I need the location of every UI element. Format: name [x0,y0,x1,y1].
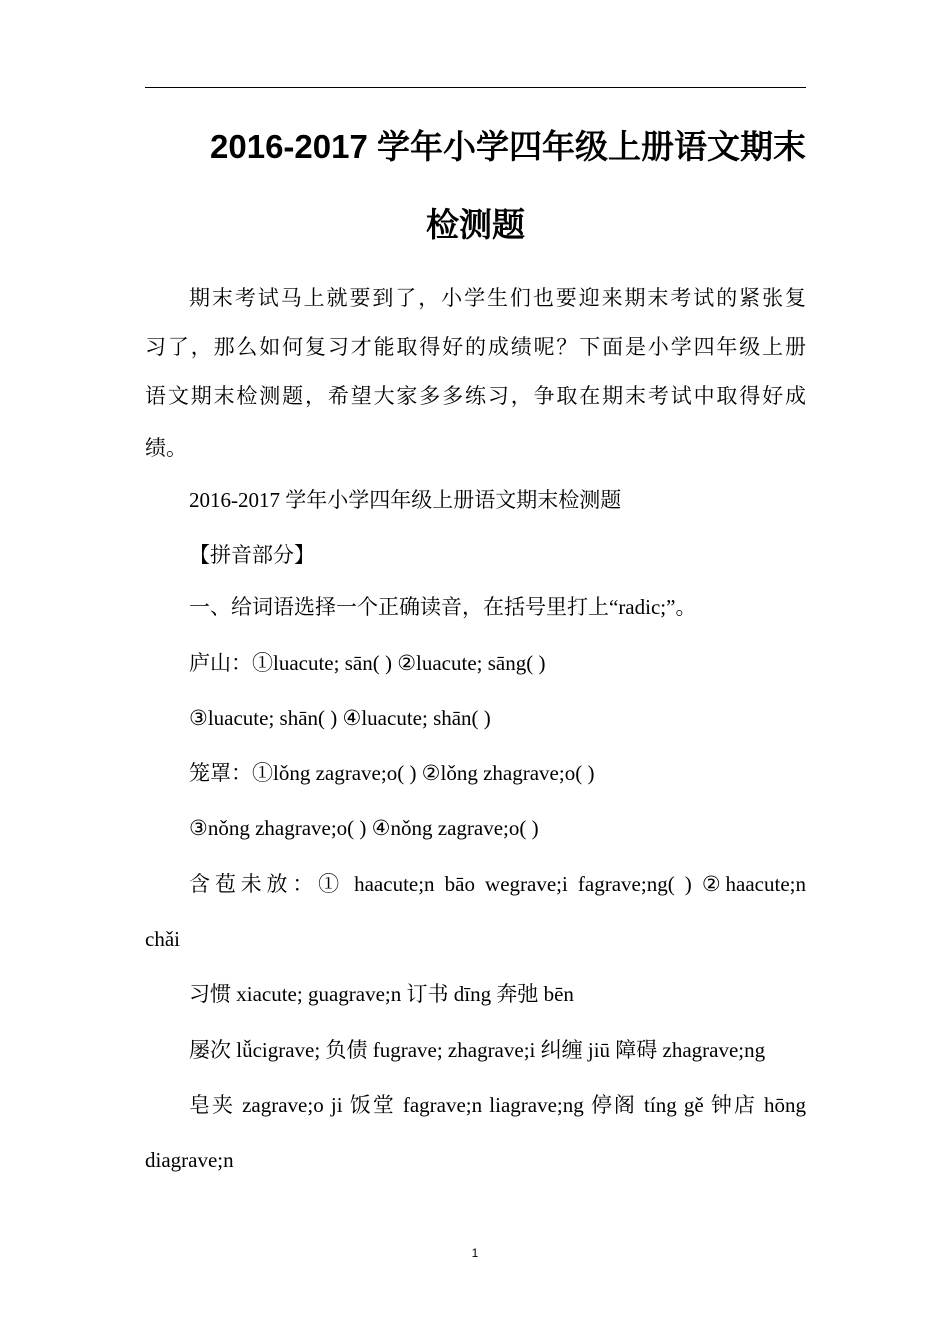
section-heading: 【拼音部分】 [189,543,315,567]
document-title-line-1: 2016-2017 学年小学四年级上册语文期末 [210,128,806,165]
longzhao-options-line-1: 笼罩：①lǒng zagrave;o( ) ②lǒng zhagrave;o( ) [189,761,595,785]
page-number: 1 [471,1246,479,1260]
subtitle: 2016-2017 学年小学四年级上册语文期末检测题 [189,488,622,512]
intro-line-3: 语文期末检测题，希望大家多多练习，争取在期末考试中取得好成 [145,384,806,408]
longzhao-options-line-2: ③nǒng zhagrave;o( ) ④nǒng zagrave;o( ) [189,816,539,840]
header-rule [145,87,806,88]
question-1: 一、给词语选择一个正确读音，在括号里打上“radic;”。 [189,595,697,619]
words-line-3: 皂夹 zagrave;o ji 饭堂 fagrave;n liagrave;ng 停阁 tíng gě 钟店 hōng [189,1093,806,1117]
hanbao-options-line-2: chǎi [145,927,180,951]
intro-line-2: 习了，那么如何复习才能取得好的成绩呢？下面是小学四年级上册 [145,335,806,359]
hanbao-options-line-1: 含苞未放：① haacute;n bāo wegrave;i fagrave;ng( ) ②haacute;n [189,872,806,896]
lushan-options-line-2: ③luacute; shān( ) ④luacute; shān( ) [189,706,491,730]
words-line-1: 习惯 xiacute; guagrave;n 订书 dīng 奔弛 bēn [189,982,574,1006]
document-title-line-2: 检测题 [426,206,525,243]
lushan-options-line-1: 庐山：①luacute; sān( ) ②luacute; sāng( ) [189,651,546,675]
intro-line-1: 期末考试马上就要到了，小学生们也要迎来期末考试的紧张复 [189,286,806,310]
words-line-2: 屡次 lǚcigrave; 负债 fugrave; zhagrave;i 纠缠 jiū 障碍 zhagrave;ng [189,1038,766,1062]
words-line-4: diagrave;n [145,1148,234,1172]
intro-line-4: 绩。 [145,436,187,460]
